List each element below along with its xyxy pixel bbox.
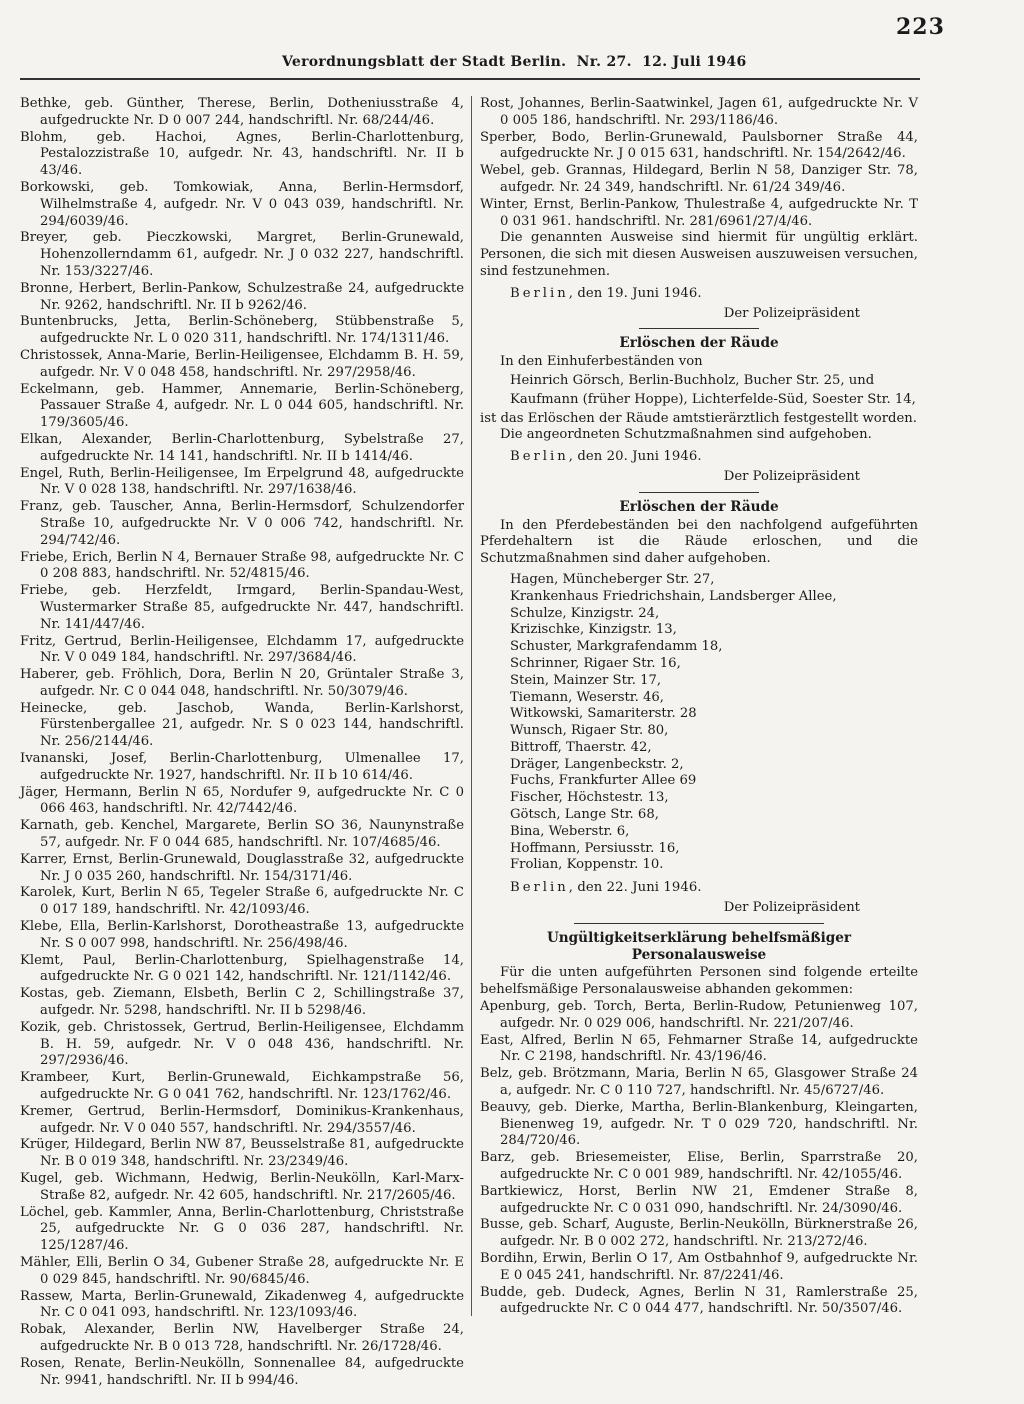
list-item: Ivananski, Josef, Berlin-Charlottenburg, Ulmenallee 17, aufgedruckte Nr. 1927, handschriftl. Nr. II b 10 614/46.	[20, 751, 464, 783]
column-divider	[471, 96, 472, 1316]
list-item: Bordihn, Erwin, Berlin O 17, Am Ostbahnhof 9, aufgedruckte Nr. E 0 045 241, handschriftl. Nr. 87/2241/46.	[480, 1251, 918, 1283]
list-item: Heinecke, geb. Jaschob, Wanda, Berlin-Karlshorst, Fürstenbergallee 21, aufgedr. Nr. S 0 023 144, handschriftl. Nr. 256/2144/46.	[20, 700, 464, 750]
date-city: Berlin	[510, 880, 569, 896]
section-divider	[639, 328, 759, 329]
list-item: Stein, Mainzer Str. 17,	[510, 672, 662, 688]
list-item: Karolek, Kurt, Berlin N 65, Tegeler Straße 6, aufgedruckte Nr. C 0 017 189, handschriftl. Nr. 42/1093/46.	[20, 885, 464, 918]
section-text: Die angeordneten Schutzmaßnahmen sind aufgehoben.	[500, 427, 872, 443]
list-item: Schuster, Markgrafendamm 18,	[510, 639, 723, 655]
publication-title: Verordnungsblatt der Stadt Berlin.	[282, 54, 567, 70]
page-number: 223	[896, 14, 945, 40]
list-item: East, Alfred, Berlin N 65, Fehmarner Straße 14, aufgedruckte Nr. C 2198, handschriftl. Nr. 43/196/46.	[480, 1032, 918, 1065]
list-item: Winter, Ernst, Berlin-Pankow, Thulestraße 4, aufgedruckte Nr. T 0 031 961. handschriftl. Nr. 281/6961/27/4/46.	[480, 196, 918, 229]
signatory: Der Polizeipräsident	[723, 900, 860, 916]
list-item: Heinrich Görsch, Berlin-Buchholz, Bucher Str. 25, und	[510, 372, 875, 388]
list-item: Frolian, Koppenstr. 10.	[510, 857, 664, 873]
list-item: Bittroff, Thaerstr. 42,	[510, 739, 652, 755]
running-head	[282, 54, 747, 70]
list-item: Beauvy, geb. Dierke, Martha, Berlin-Blankenburg, Kleingarten, Bienenweg 19, aufgedr. Nr. T 0 029 720, handschriftl. Nr. 284/720/46.	[480, 1099, 918, 1149]
list-item: Rosen, Renate, Berlin-Neukölln, Sonnenallee 84, aufgedruckte Nr. 9941, handschriftl. Nr. II b 994/46.	[20, 1355, 464, 1388]
section-intro: In den Einhuferbeständen von	[500, 354, 703, 370]
list-item: Busse, geb. Scharf, Auguste, Berlin-Neukölln, Bürknerstraße 26, aufgedr. Nr. B 0 002 272, handschriftl. Nr. 213/272/46.	[480, 1217, 918, 1250]
list-item: Hagen, Müncheberger Str. 27,	[510, 571, 715, 587]
list-item: Karnath, geb. Kenchel, Margarete, Berlin SO 36, Naunynstraße 57, aufgedr. Nr. F 0 044 685, handschriftl. Nr. 107/4685/46.	[20, 818, 464, 851]
date-rest: , den 22. Juni 1946.	[568, 880, 702, 896]
list-item: Klebe, Ella, Berlin-Karlshorst, Dorotheastraße 13, aufgedruckte Nr. S 0 007 998, handschriftl. Nr. 256/498/46.	[20, 919, 464, 951]
list-item: Kozik, geb. Christossek, Gertrud, Berlin-Heiligensee, Elchdamm B. H. 59, aufgedr. Nr. V 0 048 436, handschriftl. Nr. 297/2936/46.	[20, 1019, 464, 1069]
date-city: Berlin	[510, 285, 569, 301]
list-item: Bethke, geb. Günther, Therese, Berlin, Dotheniusstraße 4, aufgedruckte Nr. D 0 007 244, handschriftl. Nr. 68/244/46.	[20, 96, 464, 128]
list-item: Tiemann, Weserstr. 46,	[510, 689, 664, 705]
list-item: Sperber, Bodo, Berlin-Grunewald, Paulsborner Straße 44, aufgedruckte Nr. J 0 015 631, handschriftl. Nr. 154/2642/46.	[480, 129, 918, 162]
section-intro: In den Pferdebeständen bei den nachfolgend aufgeführten Pferdehaltern ist die Räude erloschen, und die Schutzmaßnahmen sind daher aufgehoben.	[480, 517, 918, 567]
section-title: Erlöschen der Räude	[619, 498, 779, 515]
issue-number: Nr. 27.	[576, 54, 632, 70]
list-item: Apenburg, geb. Torch, Berta, Berlin-Rudow, Petunienweg 107, aufgedr. Nr. 0 029 006, handschriftl. Nr. 221/207/46.	[480, 999, 918, 1031]
list-item: Krankenhaus Friedrichshain, Landsberger Allee,	[510, 588, 837, 604]
list-item: Bartkiewicz, Horst, Berlin NW 21, Emdener Straße 8, aufgedruckte Nr. C 0 031 090, handschriftl. Nr. 24/3090/46.	[480, 1183, 918, 1216]
list-item: Webel, geb. Grannas, Hildegard, Berlin N 58, Danziger Str. 78, aufgedr. Nr. 24 349, handschriftl. Nr. 61/24 349/46.	[480, 163, 918, 195]
section-divider	[574, 923, 824, 924]
section-title: Erlöschen der Räude	[619, 335, 779, 352]
date-rest: , den 19. Juni 1946.	[568, 285, 702, 301]
signatory: Der Polizeipräsident	[723, 305, 860, 321]
list-item: Krambeer, Kurt, Berlin-Grunewald, Eichkampstraße 56, aufgedruckte Nr. G 0 041 762, handschriftl. Nr. 123/1762/46.	[20, 1070, 464, 1103]
list-item: Schrinner, Rigaer Str. 16,	[510, 655, 681, 671]
section-title: Ungültigkeitserklärung behelfsmäßiger Personalausweise	[546, 929, 852, 963]
list-item: Löchel, geb. Kammler, Anna, Berlin-Charlottenburg, Christstraße 25, aufgedruckte Nr. G 0 036 287, handschriftl. Nr. 125/1287/46.	[20, 1204, 464, 1254]
list-item: Dräger, Langenbeckstr. 2,	[510, 756, 684, 772]
list-item: Kugel, geb. Wichmann, Hedwig, Berlin-Neukölln, Karl-Marx-Straße 82, aufgedr. Nr. 42 605, handschriftl. Nr. 217/2605/46.	[20, 1171, 464, 1203]
list-item: Schulze, Kinzigstr. 24,	[510, 605, 660, 621]
list-item: Friebe, Erich, Berlin N 4, Bernauer Straße 98, aufgedruckte Nr. C 0 208 883, handschriftl. Nr. 52/4815/46.	[20, 549, 464, 582]
list-item: Kaufmann (früher Hoppe), Lichterfelde-Süd, Soester Str. 14,	[510, 391, 916, 407]
list-item: Krüger, Hildegard, Berlin NW 87, Beusselstraße 81, aufgedruckte Nr. B 0 019 348, handschriftl. Nr. 23/2349/46.	[20, 1137, 464, 1170]
section-divider	[639, 492, 759, 493]
list-item: Haberer, geb. Fröhlich, Dora, Berlin N 20, Grüntaler Straße 3, aufgedr. Nr. C 0 044 048, handschriftl. Nr. 50/3079/46.	[20, 667, 464, 699]
list-item: Eckelmann, geb. Hammer, Annemarie, Berlin-Schöneberg, Passauer Straße 4, aufgedr. Nr. L 0 044 605, handschriftl. Nr. 179/3605/46.	[20, 381, 464, 431]
list-item: Kostas, geb. Ziemann, Elsbeth, Berlin C 2, Schillingstraße 37, aufgedr. Nr. 5298, handschriftl. Nr. II b 5298/46.	[20, 986, 464, 1019]
list-item: Witkowski, Samariterstr. 28	[510, 706, 697, 722]
list-item: Fritz, Gertrud, Berlin-Heiligensee, Elchdamm 17, aufgedruckte Nr. V 0 049 184, handschriftl. Nr. 297/3684/46.	[20, 633, 464, 666]
date-rest: , den 20. Juni 1946.	[568, 449, 702, 465]
list-item: Fuchs, Frankfurter Allee 69	[510, 773, 697, 789]
holder-list	[510, 572, 918, 874]
list-item: Wunsch, Rigaer Str. 80,	[510, 723, 669, 739]
list-item: Budde, geb. Dudeck, Agnes, Berlin N 31, Ramlerstraße 25, aufgedruckte Nr. C 0 044 477, handschriftl. Nr. 50/3507/46.	[480, 1284, 918, 1317]
list-item: Buntenbrucks, Jetta, Berlin-Schöneberg, Stübbenstraße 5, aufgedruckte Nr. L 0 020 311, handschriftl. Nr. 174/1311/46.	[20, 314, 464, 347]
list-item: Blohm, geb. Hachoi, Agnes, Berlin-Charlottenburg, Pestalozzistraße 10, aufgedr. Nr. 43, handschriftl. Nr. II b 43/46.	[20, 129, 464, 179]
list-item: Rost, Johannes, Berlin-Saatwinkel, Jagen 61, aufgedruckte Nr. V 0 005 186, handschriftl. Nr. 293/1186/46.	[480, 96, 918, 128]
list-item: Rassew, Marta, Berlin-Grunewald, Zikadenweg 4, aufgedruckte Nr. C 0 041 093, handschriftl. Nr. 123/1093/46.	[20, 1288, 464, 1321]
list-item: Franz, geb. Tauscher, Anna, Berlin-Hermsdorf, Schulzendorfer Straße 10, aufgedruckte Nr. V 0 006 742, handschriftl. Nr. 294/742/46.	[20, 499, 464, 548]
list-item: Götsch, Lange Str. 68,	[510, 807, 659, 823]
list-item: Fischer, Höchstestr. 13,	[510, 790, 669, 806]
notice-date	[480, 449, 918, 466]
signatory: Der Polizeipräsident	[723, 468, 860, 484]
notice-date	[480, 286, 918, 303]
list-item: Robak, Alexander, Berlin NW, Havelberger Straße 24, aufgedruckte Nr. B 0 013 728, handschriftl. Nr. 26/1728/46.	[20, 1322, 464, 1354]
list-item: Elkan, Alexander, Berlin-Charlottenburg, Sybelstraße 27, aufgedruckte Nr. 14 141, handschriftl. Nr. II b 1414/46.	[20, 431, 464, 464]
list-item: Christossek, Anna-Marie, Berlin-Heiligensee, Elchdamm B. H. 59, aufgedr. Nr. V 0 048 458, handschriftl. Nr. 297/2958/46.	[20, 347, 464, 380]
header-rule	[20, 78, 920, 80]
list-item: Krizischke, Kinzigstr. 13,	[510, 622, 677, 638]
date-city: Berlin	[510, 449, 569, 465]
list-item: Hoffmann, Persiusstr. 16,	[510, 840, 680, 856]
closing-notice: Die genannten Ausweise sind hiermit für ungültig erklärt. Personen, die sich mit diesen Ausweisen auszuweisen versuchen, sind festzunehmen.	[480, 230, 918, 279]
list-item: Mähler, Elli, Berlin O 34, Gubener Straße 28, aufgedruckte Nr. E 0 029 845, handschriftl. Nr. 90/6845/46.	[20, 1254, 464, 1287]
list-item: Barz, geb. Briesemeister, Elise, Berlin, Sparrstraße 20, aufgedruckte Nr. C 0 001 989, handschriftl. Nr. 42/1055/46.	[480, 1150, 918, 1183]
section-intro: Für die unten aufgeführten Personen sind folgende erteilte behelfsmäßige Personalausweise abhanden gekommen:	[480, 965, 918, 998]
list-item: Belz, geb. Brötzmann, Maria, Berlin N 65, Glasgower Straße 24 a, aufgedr. Nr. C 0 110 727, handschriftl. Nr. 45/6727/46.	[480, 1066, 918, 1099]
list-item: Bronne, Herbert, Berlin-Pankow, Schulzestraße 24, aufgedruckte Nr. 9262, handschriftl. Nr. II b 9262/46.	[20, 280, 464, 313]
list-item: Jäger, Hermann, Berlin N 65, Nordufer 9, aufgedruckte Nr. C 0 066 463, handschriftl. Nr. 42/7442/46.	[20, 784, 464, 817]
list-item: Engel, Ruth, Berlin-Heiligensee, Im Erpelgrund 48, aufgedruckte Nr. V 0 028 138, handschriftl. Nr. 297/1638/46.	[20, 465, 464, 498]
issue-date: 12. Juli 1946	[642, 54, 747, 70]
list-item: Borkowski, geb. Tomkowiak, Anna, Berlin-Hermsdorf, Wilhelmstraße 4, aufgedr. Nr. V 0 043 039, handschriftl. Nr. 294/6039/46.	[20, 179, 464, 229]
list-item: Klemt, Paul, Berlin-Charlottenburg, Spielhagenstraße 14, aufgedruckte Nr. G 0 021 142, handschriftl. Nr. 121/1142/46.	[20, 952, 464, 985]
notice-date	[480, 880, 918, 897]
section-text: ist das Erlöschen der Räude amtstierärztlich festgestellt worden.	[480, 410, 917, 426]
right-column	[480, 96, 918, 1318]
list-item: Karrer, Ernst, Berlin-Grunewald, Douglasstraße 32, aufgedruckte Nr. J 0 035 260, handschriftl. Nr. 154/3171/46.	[20, 851, 464, 884]
list-item: Kremer, Gertrud, Berlin-Hermsdorf, Dominikus-Krankenhaus, aufgedr. Nr. V 0 040 557, handschriftl. Nr. 294/3557/46.	[20, 1103, 464, 1136]
list-item: Breyer, geb. Pieczkowski, Margret, Berlin-Grunewald, Hohenzollerndamm 61, aufgedr. Nr. J 0 032 227, handschriftl. Nr. 153/3227/46.	[20, 230, 464, 279]
list-item: Bina, Weberstr. 6,	[510, 823, 630, 839]
left-column	[20, 96, 464, 1389]
list-item: Friebe, geb. Herzfeldt, Irmgard, Berlin-Spandau-West, Wustermarker Straße 85, aufgedruckte Nr. 447, handschriftl. Nr. 141/447/46.	[20, 583, 464, 632]
